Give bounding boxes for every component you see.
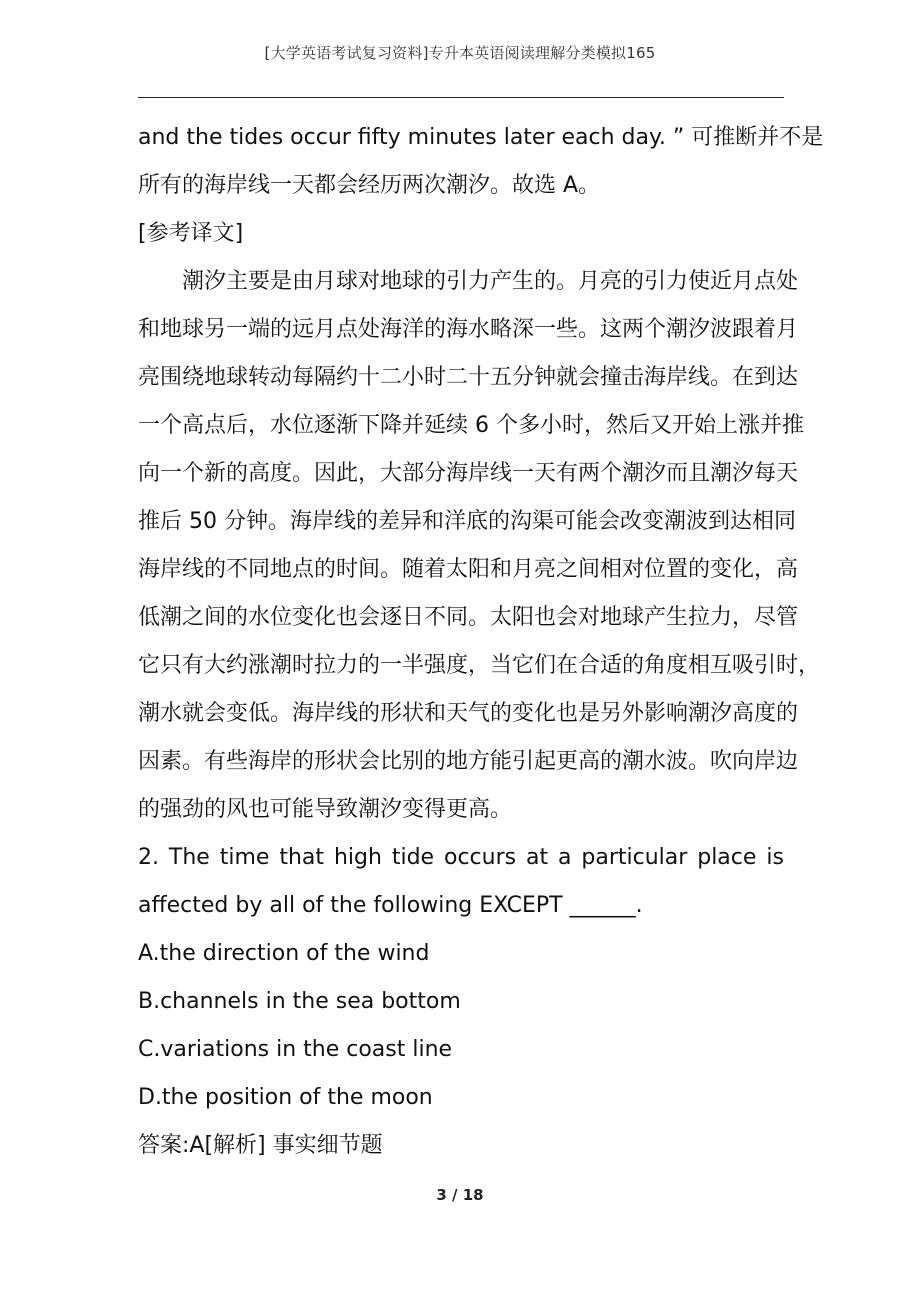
document-body (138, 114, 824, 1170)
translation-line: 潮水就会变低。海岸线的形状和天气的变化也是另外影响潮汐高度的 (138, 701, 799, 726)
body-line: and the tides occur fifty minutes later each day. ” 可推断并不是 (138, 125, 824, 150)
question-stem-line (138, 834, 784, 882)
question-word: place (697, 845, 757, 870)
question-word: time (219, 845, 270, 870)
question-word: is (766, 845, 784, 870)
question-word: particular (581, 845, 688, 870)
page-header: [大学英语考试复习资料]专升本英语阅读理解分类模拟165 (264, 44, 656, 62)
translation-line: 因素。有些海岸的形状会比别的地方能引起更高的潮水波。吹向岸边 (138, 749, 799, 774)
option-d: D.the position of the moon (138, 1085, 433, 1110)
translation-line: 一个高点后，水位逐渐下降并延续 6 个多小时，然后又开始上涨并推 (138, 413, 804, 438)
translation-line: 海岸线的不同地点的时间。随着太阳和月亮之间相对位置的变化，高 (138, 557, 799, 582)
translation-line: 和地球另一端的远月点处海洋的海水略深一些。这两个潮汐波跟着月 (138, 317, 799, 342)
question-word: a (558, 845, 572, 870)
translation-line: 向一个新的高度。因此，大部分海岸线一天有两个潮汐而且潮汐每天 (138, 461, 799, 486)
translation-line: 推后 50 分钟。海岸线的差异和洋底的沟渠可能会改变潮波到达相同 (138, 509, 796, 534)
question-word: high (333, 845, 382, 870)
option-b: B.channels in the sea bottom (138, 989, 461, 1014)
translation-line: 潮汐主要是由月球对地球的引力产生的。月亮的引力使近月点处 (182, 269, 799, 294)
question-word: at (526, 845, 549, 870)
option-c: C.variations in the coast line (138, 1037, 453, 1062)
translation-line: 的强劲的风也可能导致潮汐变得更高。 (138, 797, 513, 822)
translation-line: 亮围绕地球转动每隔约十二小时二十五分钟就会撞击海岸线。在到达 (138, 365, 799, 390)
translation-line: 低潮之间的水位变化也会逐日不同。太阳也会对地球产生拉力，尽管 (138, 605, 799, 630)
question-word: tide (391, 845, 435, 870)
question-word: that (279, 845, 325, 870)
question-number: 2. (138, 845, 159, 870)
header-divider (138, 97, 784, 98)
section-label-reference-translation: [参考译文] (138, 221, 244, 246)
page-number: 3 / 18 (436, 1186, 484, 1204)
body-line: 所有的海岸线一天都会经历两次潮汐。故选 A。 (138, 173, 601, 198)
question-word: The (168, 845, 210, 870)
answer-line: 答案:A[解析] 事实细节题 (138, 1133, 383, 1158)
question-word: occurs (443, 845, 517, 870)
option-a: A.the direction of the wind (138, 941, 430, 966)
translation-line: 它只有大约涨潮时拉力的一半强度，当它们在合适的角度相互吸引时， (138, 653, 821, 678)
question-stem-line: affected by all of the following EXCEPT ______. (138, 893, 643, 918)
